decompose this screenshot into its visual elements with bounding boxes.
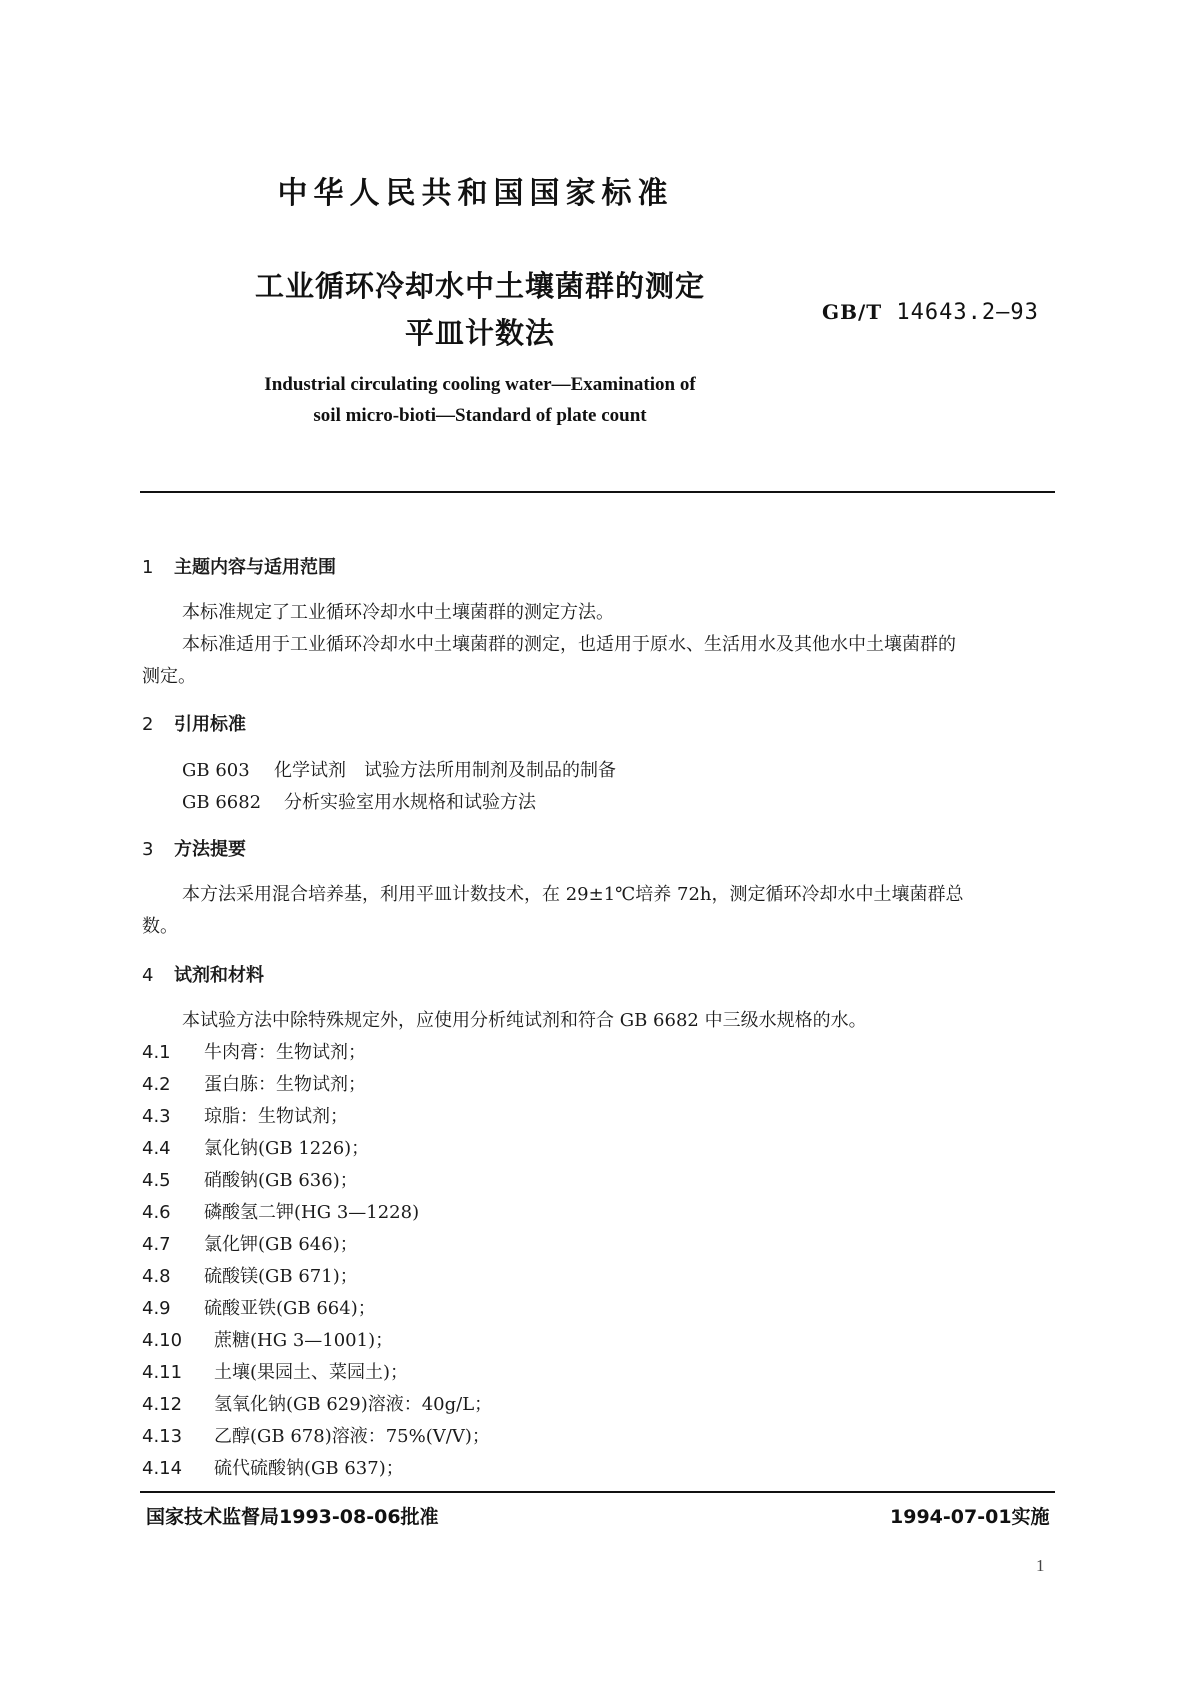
item-number: 4.1	[142, 1042, 171, 1063]
item-text: 磷酸氢二钾(HG 3—1228)	[204, 1202, 420, 1223]
section-number: 3	[142, 839, 154, 860]
list-item	[142, 1073, 366, 1097]
effective-date: 1994-07-01实施	[890, 1506, 1050, 1528]
section-number: 4	[142, 965, 154, 986]
reference-title: 化学试剂 试验方法所用制剂及制品的制备	[274, 760, 616, 781]
section-4-heading	[142, 964, 264, 988]
section-title: 引用标准	[174, 714, 246, 735]
title-cn-line1: 工业循环冷却水中土壤菌群的测定	[254, 269, 705, 303]
list-item	[142, 1201, 419, 1225]
page-number: 1	[1036, 1556, 1045, 1575]
reference-item	[182, 759, 616, 783]
item-text: 乙醇(GB 678)溶液：75%(V/V)；	[214, 1426, 490, 1447]
list-item	[142, 1425, 490, 1449]
section-number: 2	[142, 714, 154, 735]
list-item	[142, 1329, 393, 1353]
item-number: 4.3	[142, 1106, 171, 1127]
section-title: 方法提要	[174, 839, 246, 860]
section-title: 试剂和材料	[174, 965, 264, 986]
item-text: 土壤(果园土、菜园土)；	[214, 1362, 409, 1383]
section-1-paragraph-2: 本标准适用于工业循环冷却水中土壤菌群的测定，也适用于原水、生活用水及其他水中土壤菌群的	[182, 634, 956, 655]
item-text: 牛肉膏：生物试剂；	[204, 1042, 366, 1063]
standard-prefix: GB/T	[822, 300, 883, 324]
title-en-line1: Industrial circulating cooling water—Examination of	[264, 374, 696, 395]
organization-text: 中华人民共和国国家标准	[277, 176, 674, 211]
item-number: 4.12	[142, 1394, 183, 1415]
approval-note: 国家技术监督局1993-08-06批准	[146, 1506, 439, 1528]
item-text: 硫酸亚铁(GB 664)；	[204, 1298, 376, 1319]
standard-code	[822, 300, 1039, 325]
item-text: 硫酸镁(GB 671)；	[204, 1266, 358, 1287]
section-2-heading	[142, 713, 246, 737]
section-3-paragraph: 本方法采用混合培养基，利用平皿计数技术，在 29±1℃培养 72h，测定循环冷却水中土壤菌群总	[182, 884, 964, 905]
item-number: 4.5	[142, 1170, 171, 1191]
header-divider	[140, 491, 1055, 493]
item-text: 硫代硫酸钠(GB 637)；	[214, 1458, 404, 1479]
item-text: 氢氧化钠(GB 629)溶液：40g/L；	[214, 1394, 493, 1415]
item-text: 氯化钠(GB 1226)；	[204, 1138, 370, 1159]
item-text: 氯化钾(GB 646)；	[204, 1234, 358, 1255]
list-item	[142, 1297, 376, 1321]
reference-item	[182, 791, 536, 815]
item-number: 4.11	[142, 1362, 183, 1383]
item-number: 4.13	[142, 1426, 183, 1447]
list-item	[142, 1105, 348, 1129]
section-3-paragraph-cont: 数。	[142, 916, 178, 937]
item-number: 4.9	[142, 1298, 171, 1319]
list-item	[142, 1233, 358, 1257]
list-item	[142, 1041, 366, 1065]
item-number: 4.7	[142, 1234, 171, 1255]
list-item	[142, 1169, 358, 1193]
list-item	[142, 1393, 492, 1417]
item-number: 4.14	[142, 1458, 183, 1479]
item-number: 4.8	[142, 1266, 171, 1287]
list-item	[142, 1265, 358, 1289]
section-1-heading	[142, 556, 336, 580]
footer-divider	[140, 1491, 1055, 1493]
title-en-line2: soil micro-bioti—Standard of plate count	[313, 405, 647, 426]
item-text: 蔗糖(HG 3—1001)；	[214, 1330, 394, 1351]
reference-code: GB 6682	[182, 792, 262, 813]
item-number: 4.4	[142, 1138, 171, 1159]
section-1-paragraph-2-cont: 测定。	[142, 666, 196, 687]
section-number: 1	[142, 557, 154, 578]
item-text: 硝酸钠(GB 636)；	[204, 1170, 358, 1191]
list-item	[142, 1137, 369, 1161]
list-item	[142, 1361, 408, 1385]
issuing-organization	[0, 168, 1191, 212]
item-number: 4.2	[142, 1074, 171, 1095]
reference-title: 分析实验室用水规格和试验方法	[284, 792, 536, 813]
item-text: 蛋白胨：生物试剂；	[204, 1074, 366, 1095]
section-3-heading	[142, 838, 246, 862]
section-1-paragraph-1: 本标准规定了工业循环冷却水中土壤菌群的测定方法。	[182, 602, 614, 623]
item-number: 4.6	[142, 1202, 171, 1223]
title-cn-line2: 平皿计数法	[404, 316, 555, 350]
section-4-intro: 本试验方法中除特殊规定外，应使用分析纯试剂和符合 GB 6682 中三级水规格的水。	[182, 1010, 867, 1031]
reference-code: GB 603	[182, 760, 250, 781]
item-number: 4.10	[142, 1330, 183, 1351]
section-title: 主题内容与适用范围	[174, 557, 336, 578]
list-item	[142, 1457, 404, 1481]
item-text: 琼脂：生物试剂；	[204, 1106, 348, 1127]
standard-number: 14643.2—93	[896, 300, 1039, 325]
